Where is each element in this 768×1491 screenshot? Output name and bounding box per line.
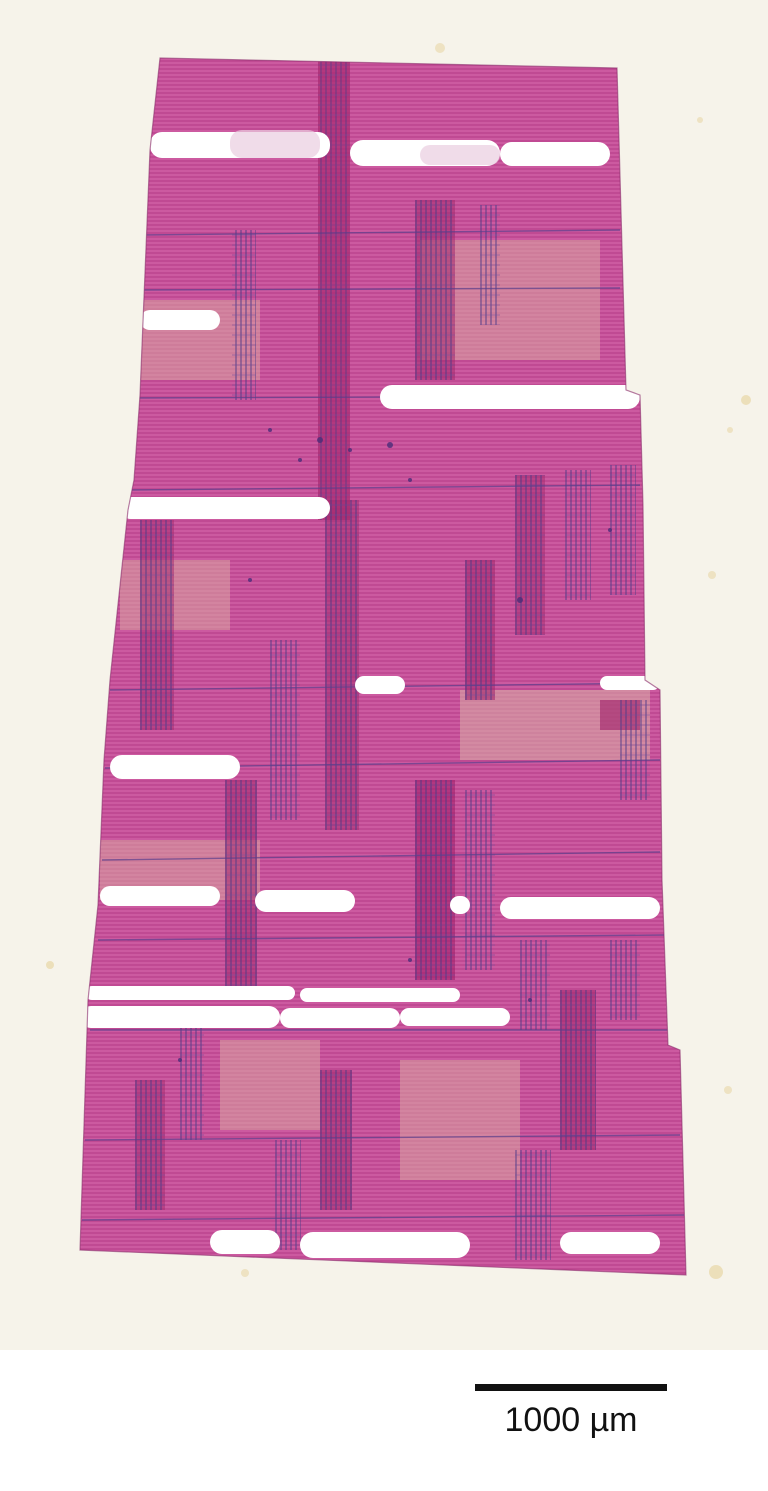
scale-bar xyxy=(475,1384,667,1391)
tissue-body xyxy=(70,50,700,1290)
scale-bar-label: 1000 µm xyxy=(504,1401,638,1439)
